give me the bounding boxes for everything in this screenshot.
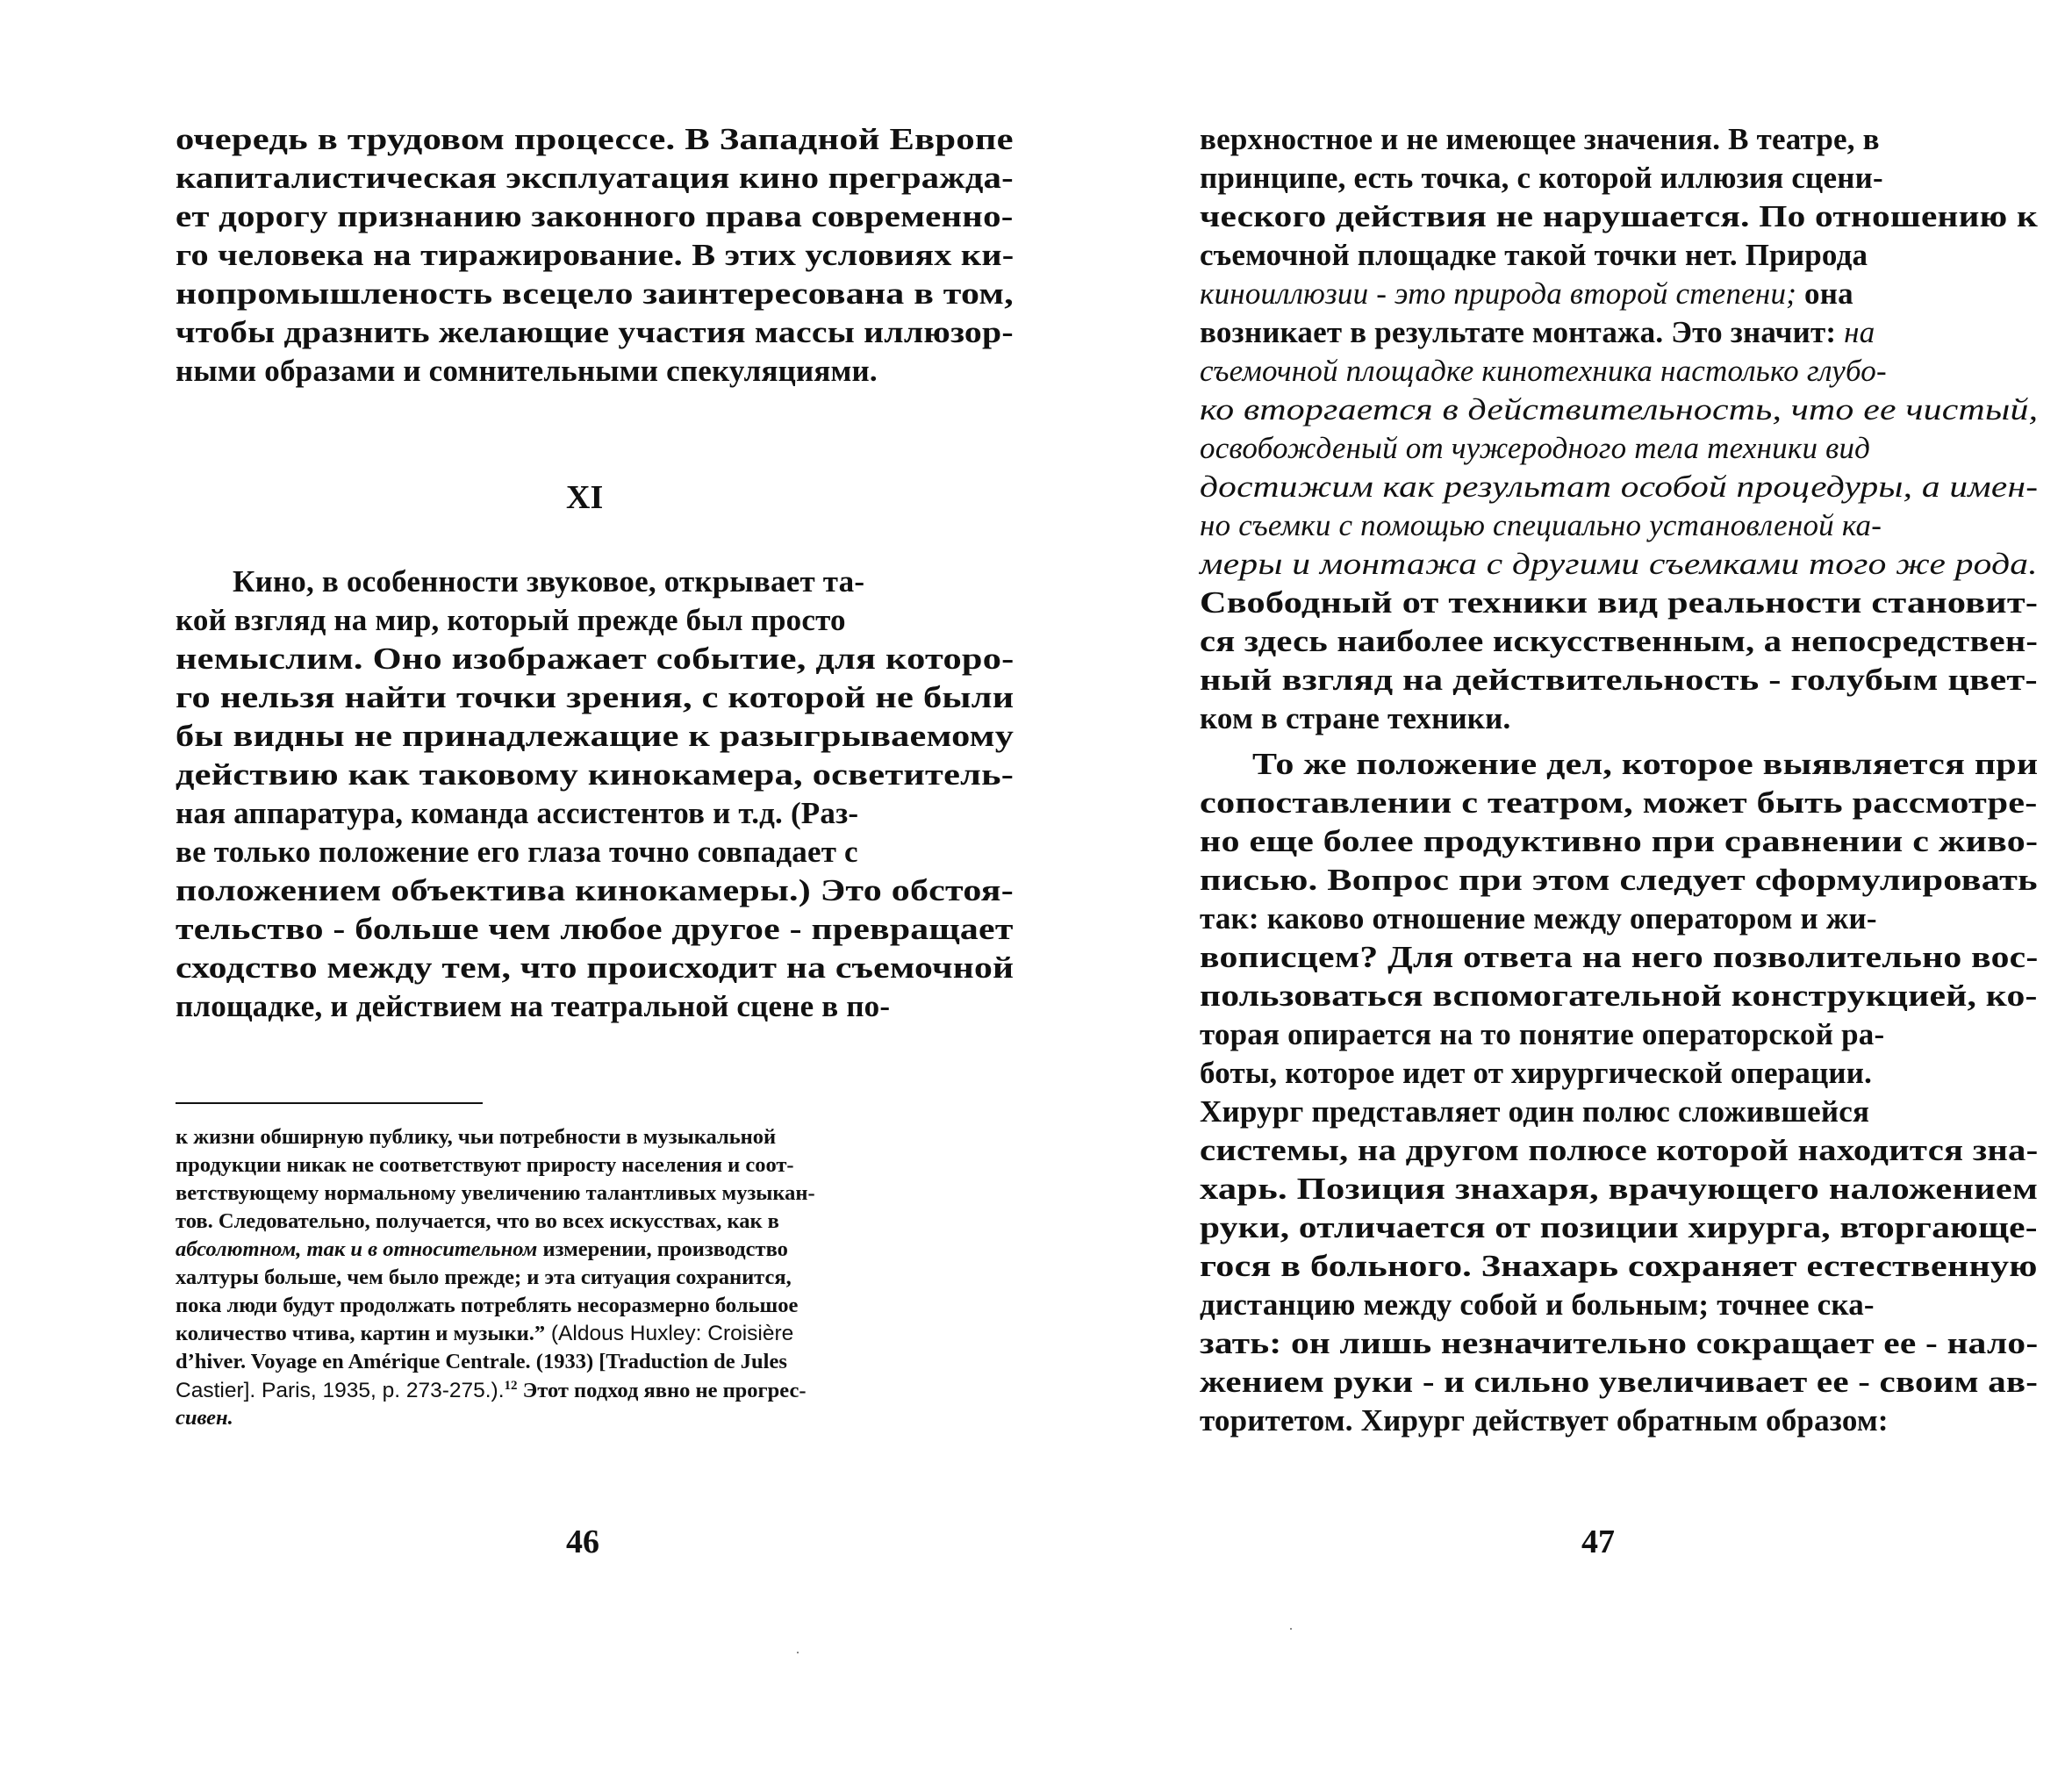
footnote-citation: (Aldous Huxley: Croisière xyxy=(545,1322,794,1345)
text-line: капиталистическая эксплуатация кино преграждa- xyxy=(176,161,1014,195)
text-line: го нельзя найти точки зрения, с которой не были xyxy=(176,680,1014,714)
text-line: жением руки - и сильно увеличивает ее - своим ав- xyxy=(1200,1365,2039,1399)
text-line: харь. Позиция знахаря, врачующего наложением xyxy=(1200,1172,2039,1206)
text-line: чтобы дразнить желающие участия массы иллюзор- xyxy=(176,315,1014,349)
text-line: так: каково отношение между оператором и жи- xyxy=(1200,901,1877,936)
text-line: гося в больного. Знахарь сохраняет естественную xyxy=(1200,1249,2038,1283)
text-line: немыслим. Оно изображает событие, для которо- xyxy=(176,642,1014,676)
footnote-citation: Castier]. Paris, 1935, p. 273-275.). xyxy=(176,1379,505,1403)
text-line: но еще более продуктивно при сравнении с живо- xyxy=(1200,824,2039,858)
footnote-citation: d’hiver. Voyage en Amérique Centrale. (1933) [Traduction de Jules xyxy=(176,1350,787,1373)
italic-line: достижим как результат особой процедуры, а имен- xyxy=(1200,470,2039,504)
text: возникает в результате монтажа. Это значит: xyxy=(1200,315,1837,349)
text-line: дистанцию между собой и больным; точнее ска- xyxy=(1200,1287,1875,1322)
text-line: Кино, в особенности звуковое, открывает та- xyxy=(233,564,865,599)
footnote-line xyxy=(176,1239,788,1261)
scan-speck xyxy=(1290,1628,1292,1630)
text: она xyxy=(1796,276,1853,311)
text-line: ком в стране техники. xyxy=(1200,701,1511,735)
text-line: системы, на другом полюсе которой находится зна- xyxy=(1200,1133,2039,1167)
text-line: Свободный от техники вид реальности становит- xyxy=(1200,585,2039,620)
text-line: площадке, и действием на театральной сцене в по- xyxy=(176,989,891,1023)
text-line: кой взгляд на мир, который прежде был просто xyxy=(176,603,846,637)
text-line: торая опирается на то понятие операторской ра- xyxy=(1200,1017,1885,1051)
footnote-reference: 12 xyxy=(504,1379,518,1393)
text-line: пользоваться вспомогательной конструкцией, ко- xyxy=(1200,979,2038,1013)
text-line: верхностное и не имеющее значения. В театре, в xyxy=(1200,122,1880,156)
text-line: ве только положение его глаза точно совпадает с xyxy=(176,835,858,869)
text-line: бы видны не принадлежащие к разыгрываемому xyxy=(176,719,1014,753)
footnote-line: пока люди будут продолжать потреблять несоразмерно большое xyxy=(176,1294,799,1317)
page-number: 46 xyxy=(566,1524,599,1560)
text-line: зать: он лишь незначительно сокращает ее - нало- xyxy=(1200,1326,2039,1360)
text-line: тельство - больше чем любое другое - превращает xyxy=(176,912,1014,946)
text-line: вописцем? Для ответа на него позволительно вос- xyxy=(1200,940,2039,974)
text-line: нопромышленость всецело заинтересована в том, xyxy=(176,276,1014,311)
footnote-line: к жизни обширную публику, чьи потребности в музыкальной xyxy=(176,1125,777,1149)
footnote-line xyxy=(176,1380,807,1402)
italic-line: освобожденый от чужеродного тела техники вид xyxy=(1200,431,1871,465)
text-line: ческого действия не нарушается. По отношению к xyxy=(1200,199,2039,233)
italic-text: киноиллюзии - это природа второй степени; xyxy=(1200,276,1797,311)
text-line: руки, отличается от позиции хирурга, вторгающе- xyxy=(1200,1210,2038,1244)
text-line: ными образами и сомнительными спекуляциями. xyxy=(176,354,878,388)
text-line: сопоставлении с театром, может быть рассмотре- xyxy=(1200,785,2038,820)
text-line: Хирург представляет один полюс сложившейся xyxy=(1200,1094,1870,1129)
page-number: 47 xyxy=(1581,1524,1615,1560)
text-line: положением объектива кинокамеры.) Это обстоя- xyxy=(176,873,1014,907)
footnote-italic: абсолютном, так и в относительном xyxy=(176,1237,538,1261)
text-line: ся здесь наиболее искусственным, а непосредствен- xyxy=(1200,624,2039,658)
scan-speck xyxy=(797,1652,799,1653)
footnote-line xyxy=(176,1408,233,1430)
text-line: боты, которое идет от хирургической операции. xyxy=(1200,1056,1873,1090)
footnote-text: количество чтива, картин и музыки.” xyxy=(176,1322,546,1345)
text-line: ет дорогу признанию законного права современно- xyxy=(176,199,1014,233)
text-line: ная аппаратура, команда ассистентов и т.д. (Раз- xyxy=(176,796,859,830)
text-line xyxy=(1200,317,1875,348)
text-line: ный взгляд на действительность - голубым цвет- xyxy=(1200,663,2038,697)
text-line xyxy=(1200,278,1853,309)
footnote-line: продукции никак не соответствуют приросту населения и соот- xyxy=(176,1153,794,1177)
italic-line: съемочной площадке кинотехника настолько глубо- xyxy=(1200,354,1887,388)
text-line: очередь в трудовом процессе. В Западной Европе xyxy=(176,122,1014,156)
italic-text: на xyxy=(1836,315,1875,349)
section-heading: XI xyxy=(566,479,604,516)
footnote-line xyxy=(176,1323,793,1345)
footnote-text: измерении, производство xyxy=(537,1237,788,1261)
italic-line: но съемки с помощью специально установленой ка- xyxy=(1200,508,1882,542)
footnote-text: Этот подход явно не прогрес- xyxy=(517,1379,807,1403)
text-line: То же положение дел, которое выявляется при xyxy=(1252,747,2039,781)
italic-line: ко вторгается в действительность, что ее чистый, xyxy=(1200,392,2039,427)
text-line: действию как таковому кинокамера, осветитель- xyxy=(176,757,1014,792)
text-line: торитетом. Хирург действует обратным образом: xyxy=(1200,1403,1889,1438)
text-line: го человека на тиражирование. В этих условиях ки- xyxy=(176,238,1014,272)
text-line: сходство между тем, что происходит на съемочной xyxy=(176,950,1014,985)
footnote-line: халтуры больше, чем было прежде; и эта ситуация сохранится, xyxy=(176,1266,792,1289)
footnote-rule xyxy=(176,1102,483,1104)
text-line: съемочной площадке такой точки нет. Природа xyxy=(1200,238,1868,272)
footnote-line: ветствующему нормальному увеличению талантливых музыкан- xyxy=(176,1181,815,1205)
italic-line: меры и монтажа с другими съемками того же рода. xyxy=(1200,547,2038,581)
text-line: писью. Вопрос при этом следует сформулировать xyxy=(1200,863,2038,897)
text-line: принципе, есть точка, с которой иллюзия сцени- xyxy=(1200,161,1883,195)
footnote-italic: сивен. xyxy=(176,1406,233,1430)
footnote-line: тов. Следовательно, получается, что во всех искусствах, как в xyxy=(176,1209,779,1233)
